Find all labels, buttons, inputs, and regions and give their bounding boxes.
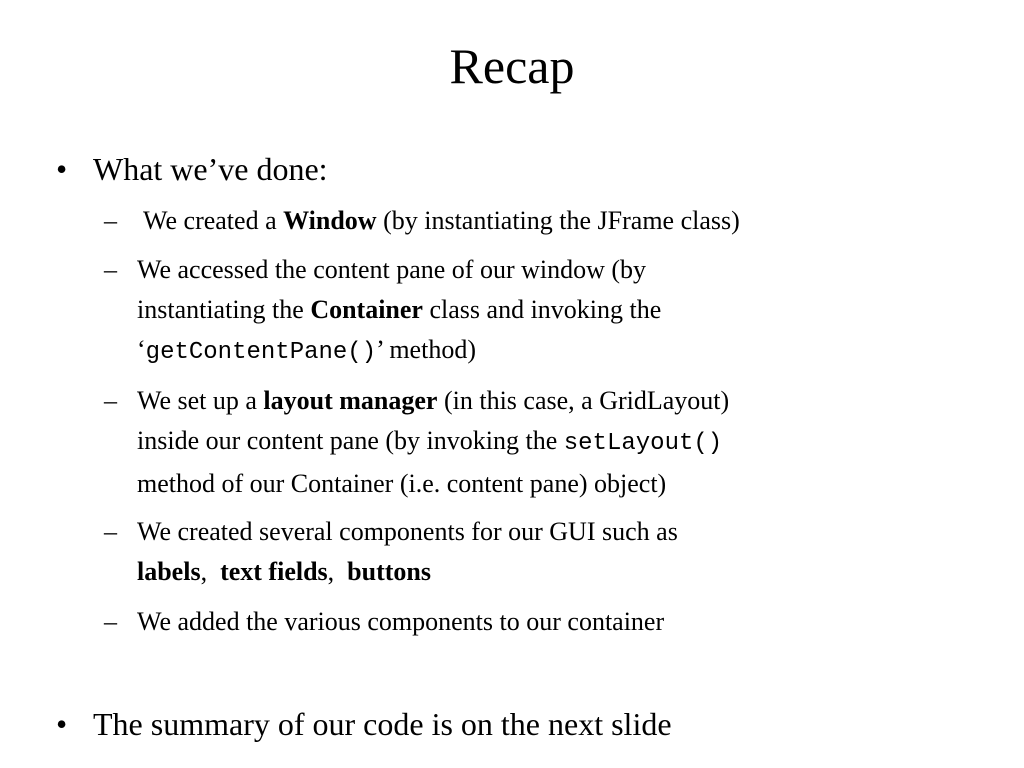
dash-marker: – [104,517,117,546]
sub-item-text [137,512,924,592]
bold-term-layout-manager: layout manager [263,386,438,415]
bold-term-text-fields: text fields [220,557,328,586]
text-run: We set up a [137,386,264,415]
text-run: class and invoking the [422,295,662,324]
dash-marker: – [104,255,117,284]
text-run: (in this case, a GridLayout) [437,386,730,415]
bullet-text: The summary of our code is on the next slide [93,706,672,742]
bullet-marker: • [56,151,68,187]
text-line: We created several components for our GUI such as [137,517,678,546]
sub-item-added-components [104,602,924,642]
code-get-content-pane: getContentPane() [145,339,377,366]
separator: , [200,557,221,586]
sub-item-text [137,201,924,241]
text-run: We created a [137,206,284,235]
separator: , [327,557,348,586]
text-run: instantiating the [137,295,311,324]
sub-item-text [137,250,924,373]
slide-title: Recap [449,38,575,94]
text-run: (by instantiating the JFrame class) [376,206,740,235]
sub-item-layout-manager [104,381,924,504]
dash-marker: – [104,386,117,415]
sub-item-components [104,512,924,592]
sub-item-text: We added the various components to our container [137,607,665,636]
text-line: We accessed the content pane of our window (by [137,255,647,284]
bullet-text: What we’ve done: [93,151,328,187]
text-run: ’ method) [376,335,476,364]
bold-term-buttons: buttons [347,557,431,586]
sub-item-created-window [104,201,924,241]
text-line: method of our Container (i.e. content pane) object) [137,469,667,498]
bold-term-window: Window [283,206,377,235]
bold-term-container: Container [310,295,423,324]
text-run: inside our content pane (by invoking the [137,426,564,455]
bold-term-labels: labels [137,557,201,586]
code-set-layout: setLayout() [563,430,723,457]
dash-marker: – [104,206,117,235]
quote-open: ‘ [137,335,146,364]
sub-item-content-pane [104,250,924,373]
bullet-marker: • [56,706,68,742]
dash-marker: – [104,607,117,636]
sub-item-text [137,381,924,504]
